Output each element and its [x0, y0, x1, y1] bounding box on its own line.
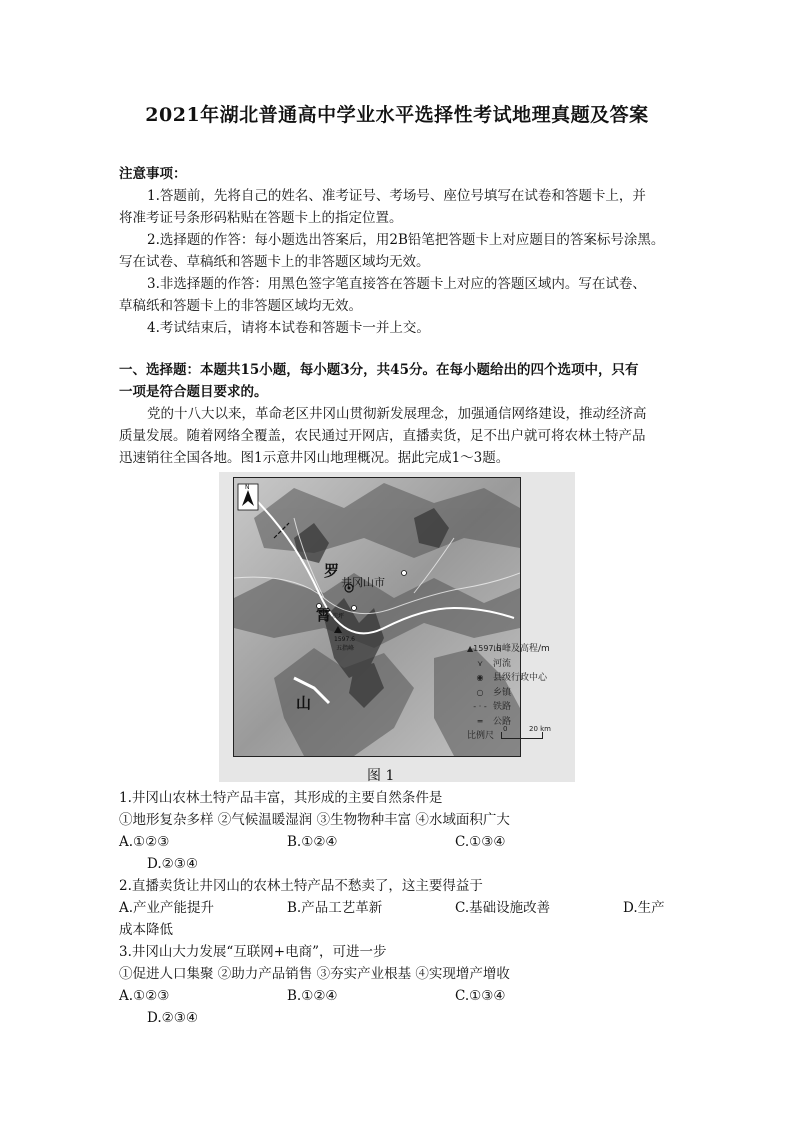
- q2-option-a: A.产业产能提升: [119, 900, 215, 916]
- legend-row-road: [467, 715, 571, 730]
- q2-option-c: C.基础设施改善: [455, 900, 551, 916]
- q3-option-a: A.①②③: [119, 988, 170, 1004]
- legend-label: 公路: [493, 716, 512, 727]
- q3-option-c: C.①③④: [455, 988, 506, 1004]
- legend-row-county: [467, 671, 571, 686]
- q2-option-d-wrap: 成本降低: [119, 922, 173, 938]
- legend-row-town: [467, 686, 571, 701]
- notice-line-1: 1.答题前，先将自己的姓名、准考证号、考场号、座位号填写在试卷和答题卡上，并: [147, 188, 646, 204]
- notice-line-3: 2.选择题的作答：每小题选出答案后，用2B铅笔把答题卡上对应题目的答案标号涂黑。: [147, 232, 665, 248]
- question-3-stem: 3.井冈山大力发展“互联网+电商”，可进一步: [119, 944, 387, 960]
- legend-label: 乡镇: [493, 687, 512, 698]
- legend-row-scale: [467, 725, 571, 744]
- question-1-stem: 1.井冈山农林土特产品丰富，其形成的主要自然条件是: [119, 790, 443, 806]
- map-label-town: 茨坪: [332, 613, 345, 620]
- figure-1: [219, 472, 575, 782]
- q1-option-a: A.①②③: [119, 834, 170, 850]
- legend-railway-icon: - · -: [473, 702, 487, 711]
- section-heading-line1: 一、选择题：本题共15小题，每小题3分，共45分。在每小题给出的四个选项中，只有: [119, 362, 639, 378]
- page-title: 2021年湖北普通高中学业水平选择性考试地理真题及答案: [145, 104, 649, 126]
- notice-line-6: 草稿纸和答题卡上的非答题区域均无效。: [119, 298, 362, 314]
- passage-line-2: 质量发展。随着网络全覆盖，农民通过开网店，直播卖货，足不出户就可将农林土特产品: [119, 428, 646, 444]
- map-legend: [467, 642, 571, 744]
- scale-label: 比例尺: [467, 731, 495, 741]
- legend-town-icon: ○: [476, 687, 484, 697]
- scale-zero: 0: [503, 725, 508, 733]
- q1-option-b: B.①②④: [287, 834, 338, 850]
- q3-option-b: B.①②④: [287, 988, 338, 1004]
- notice-line-4: 写在试卷、草稿纸和答题卡上的非答题区域均无效。: [119, 254, 430, 270]
- legend-label: 山峰及高程/m: [493, 644, 550, 654]
- notice-line-7: 4.考试结束后，请将本试卷和答题卡一并上交。: [147, 320, 430, 336]
- passage-line-3: 迅速销往全国各地。图1示意井冈山地理概况。据此完成1～3题。: [119, 450, 510, 466]
- map-label-luo: 罗: [324, 562, 340, 580]
- question-1-items: ①地形复杂多样 ②气候温暖湿润 ③生物物种丰富 ④水域面积广大: [119, 812, 510, 828]
- legend-county-icon: ◉: [476, 673, 484, 682]
- q2-option-d: D.生产: [623, 900, 665, 916]
- figure-caption: 图 1: [367, 768, 395, 784]
- question-3-items: ①促进人口集聚 ②助力产品销售 ③夯实产业根基 ④实现增产增收: [119, 966, 510, 982]
- map-label-xiao: 霄: [316, 606, 332, 624]
- legend-row-peak: [467, 642, 571, 657]
- map-label-shan: 山: [296, 694, 312, 712]
- legend-row-river: [467, 657, 571, 672]
- legend-road-icon: ═: [477, 716, 483, 726]
- q1-option-c: C.①③④: [455, 834, 506, 850]
- q3-option-d: D.②③④: [147, 1010, 198, 1026]
- legend-river-icon: ⋎: [477, 658, 483, 668]
- notice-line-2: 将准考证号条形码粘贴在答题卡上的指定位置。: [119, 210, 403, 226]
- notice-heading: 注意事项：: [119, 166, 187, 182]
- q1-option-d: D.②③④: [147, 856, 198, 872]
- q2-option-b: B.产品工艺革新: [287, 900, 383, 916]
- question-2-stem: 2.直播卖货让井冈山的农林土特产品不愁卖了，这主要得益于: [119, 878, 483, 894]
- scale-max: 20 km: [529, 725, 552, 733]
- map-label-peak-name: 五指峰: [336, 645, 355, 652]
- passage-line-1: 党的十八大以来，革命老区井冈山贯彻新发展理念，加强通信网络建设，推动经济高: [147, 406, 647, 422]
- map-label-city: 井冈山市: [341, 576, 385, 589]
- notice-line-5: 3.非选择题的作答：用黑色签字笔直接答在答题卡上对应的答题区域内。写在试卷、: [147, 276, 646, 292]
- legend-peak-icon: ▲1597.6: [467, 644, 502, 653]
- north-label: N: [245, 484, 250, 491]
- legend-label: 河流: [493, 658, 512, 669]
- map-label-peak: 1597.6: [334, 636, 355, 643]
- legend-label: 铁路: [493, 702, 512, 712]
- section-heading-line2: 一项是符合题目要求的。: [119, 384, 268, 400]
- legend-row-railway: [467, 700, 571, 715]
- legend-label: 县级行政中心: [493, 673, 548, 683]
